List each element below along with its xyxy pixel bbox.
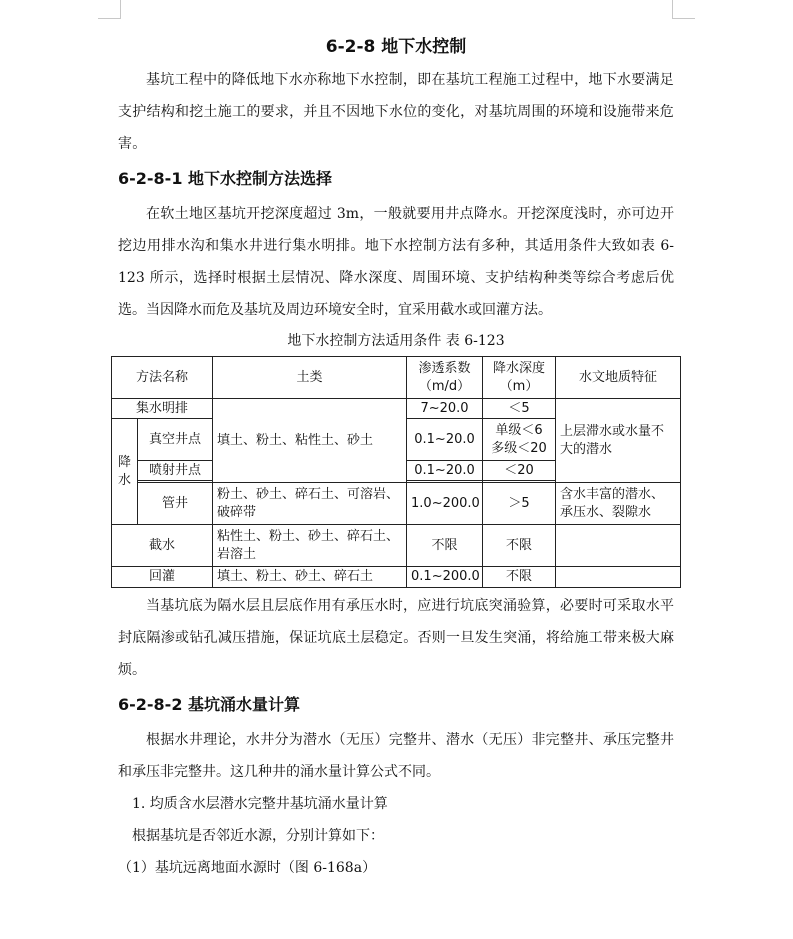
case-1-heading: （1）基坑远离地面水源时（图 6-168a） <box>118 860 377 876</box>
cell-hydro: 含水丰富的潜水、承压水、裂隙水 <box>556 483 681 525</box>
cell-soil: 填土、粉土、砂土、碎石土 <box>213 567 407 588</box>
cell-hydro-shared: 上层滞水或水量不大的潜水 <box>556 399 681 483</box>
cell-hydro <box>556 567 681 588</box>
cell-soil: 粘性土、粉土、砂土、碎石土、岩溶土 <box>213 525 407 567</box>
cell-depth: 单级＜6 多级＜20 <box>483 419 556 461</box>
header-hydro: 水文地质特征 <box>556 357 681 399</box>
table-row <box>112 525 681 567</box>
cell-permeability: 0.1~200.0 <box>407 567 483 588</box>
table-caption: 地下水控制方法适用条件 表 6-123 <box>287 333 505 349</box>
page-corner-mark-right <box>672 0 695 19</box>
cell-method: 集水明排 <box>112 399 213 419</box>
intro-paragraph: 基坑工程中的降低地下水亦称地下水控制，即在基坑工程施工过程中，地下水要满足支护结构和挖土施工的要求，并且不因地下水位的变化，对基坑周围的环境和设施带来危害。 <box>118 72 674 152</box>
cell-depth: ＜20 <box>483 461 556 481</box>
well-theory-paragraph: 根据水井理论，水井分为潜水（无压）完整井、潜水（无压）非完整井、承压完整井和承压非完整井。这几种井的涌水量计算公式不同。 <box>118 732 674 780</box>
method-selection-paragraph: 在软土地区基坑开挖深度超过 3m，一般就要用井点降水。开挖深度浅时，亦可边开挖边用排水沟和集水井进行集水明排。地下水控制方法有多种，其适用条件大致如表 6-123 所示，选择时根据土层情况、降水深度、周围环境、支护结构种类等综合考虑后优选。当因降水而危及基坑及周边环境安全时，宜采用截水或回灌方法。 <box>118 206 674 318</box>
header-depth: 降水深度（m） <box>483 357 556 399</box>
cell-depth: 不限 <box>483 567 556 588</box>
cell-dewatering-group: 降水 <box>112 419 138 525</box>
section-title: 6-2-8 地下水控制 <box>325 37 467 57</box>
cell-soil: 粉土、砂土、碎石土、可溶岩、破碎带 <box>213 483 407 525</box>
document-page <box>118 30 674 884</box>
cell-hydro <box>556 525 681 567</box>
table-row <box>112 399 681 419</box>
header-method: 方法名称 <box>112 357 213 399</box>
subsection-title-2: 6-2-8-2 基坑涌水量计算 <box>118 695 301 714</box>
table-row <box>112 483 681 525</box>
item-1-description: 根据基坑是否邻近水源，分别计算如下： <box>132 828 384 844</box>
cell-method: 真空井点 <box>138 419 213 461</box>
table-row <box>112 567 681 588</box>
page-corner-mark-left <box>98 0 121 19</box>
cell-depth: ＜5 <box>483 399 556 419</box>
cell-soil-shared: 填土、粉土、粘性土、砂土 <box>213 399 407 483</box>
cell-method: 截水 <box>112 525 213 567</box>
cell-depth: 不限 <box>483 525 556 567</box>
header-soil: 土类 <box>213 357 407 399</box>
cell-method: 回灌 <box>112 567 213 588</box>
confined-water-paragraph: 当基坑底为隔水层且层底作用有承压水时，应进行坑底突涌验算，必要时可采取水平封底隔渗或钻孔减压措施，保证坑底土层稳定。否则一旦发生突涌，将给施工带来极大麻烦。 <box>118 598 674 678</box>
subsection-title-1: 6-2-8-1 地下水控制方法选择 <box>118 169 333 188</box>
cell-permeability: 0.1~20.0 <box>407 461 483 481</box>
cell-permeability: 不限 <box>407 525 483 567</box>
cell-depth: ＞5 <box>483 483 556 525</box>
header-permeability: 渗透系数（m/d） <box>407 357 483 399</box>
table-header-row <box>112 357 681 399</box>
cell-permeability: 1.0~200.0 <box>407 483 483 525</box>
item-1-heading: 1. 均质含水层潜水完整井基坑涌水量计算 <box>132 796 388 812</box>
cell-permeability: 0.1~20.0 <box>407 419 483 461</box>
cell-permeability: 7~20.0 <box>407 399 483 419</box>
cell-method: 喷射井点 <box>138 461 213 481</box>
groundwater-control-table <box>111 356 681 588</box>
cell-method: 管井 <box>138 483 213 525</box>
